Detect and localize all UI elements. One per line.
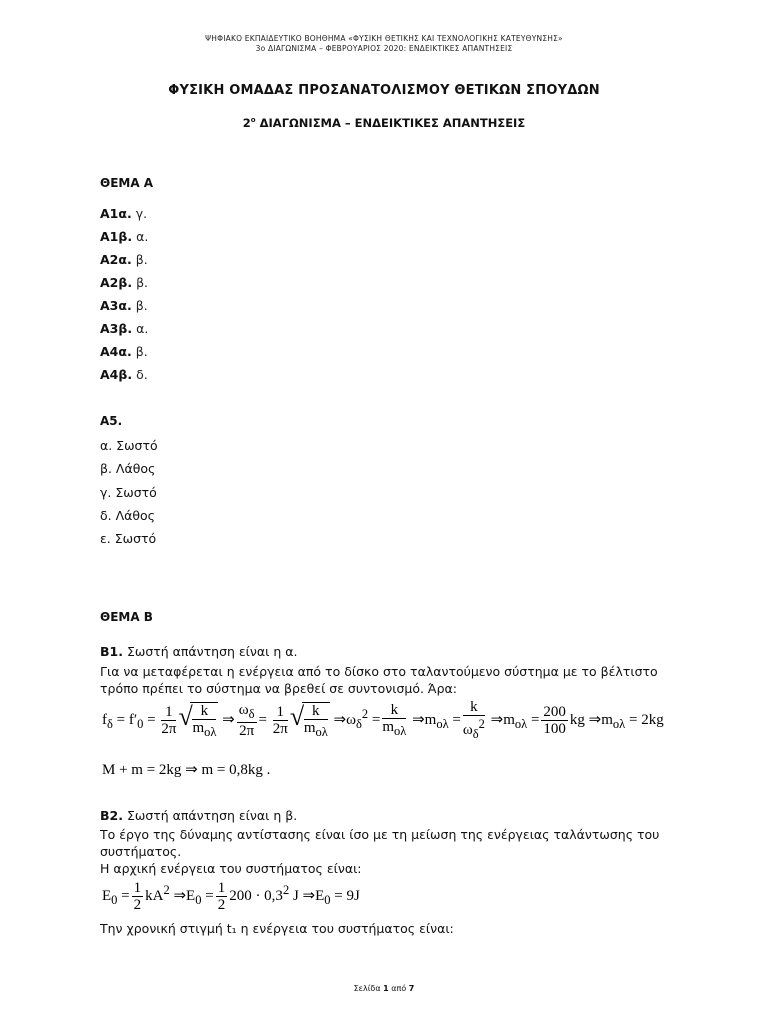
footer-separator: από [388,984,409,993]
answer-label: Α2α. [100,252,132,267]
answer-label: Α2β. [100,275,133,290]
document-title: ΦΥΣΙΚΗ ΟΜΑΔΑΣ ΠΡΟΣΑΝΑΤΟΛΙΣΜΟΥ ΘΕΤΙΚΩΝ ΣΠΟΥΔΩΝ [168,83,600,98]
answer-label: Α3β. [100,321,133,336]
b2-answer [100,808,297,823]
subtitle-text: ΔΙΑΓΩΝΙΣΜΑ – ΕΝΔΕΙΚΤΙΚΕΣ ΑΠΑΝΤΗΣΕΙΣ [255,116,526,130]
theme-a-heading: ΘΕΜΑ Α [100,176,154,190]
a5-item: δ. Λάθος [100,508,156,523]
answer-a2a [100,252,148,267]
running-header-line1: ΨΗΦΙΑΚΟ ΕΚΠΑΙΔΕΥΤΙΚΟ ΒΟΗΘΗΜΑ «ΦΥΣΙΚΗ ΘΕΤΙΚΗΣ ΚΑΙ ΤΕΧΝΟΛΟΓΙΚΗΣ ΚΑΤΕΥΘΥΝΣΗΣ» [205,34,563,43]
footer-page-total: 7 [408,984,415,993]
answer-value: α. [136,321,149,336]
b2-text-line1: Το έργο της δύναμης αντίστασης είναι ίσο με τη μείωση της ενέργειας ταλάντωσης του [100,827,660,842]
b2-label: Β2. [100,808,123,823]
b2-answer-text: Σωστή απάντηση είναι η β. [122,808,298,823]
page-footer [0,984,768,993]
answer-value: β. [135,344,148,359]
b2-energy-equation: $E_0$ = $\frac{1}{2}$ $kA^2$ $\Rightarrow E_0$ = $\frac{1}{2}$ $200 \cdot 0,3^2$ J $\Rightarrow E_0 = 9J$ [102,880,360,913]
answer-value: α. [136,229,149,244]
answer-a3a [100,298,148,313]
answer-value: δ. [136,367,148,382]
b1-mass-equation: M + m = 2kg ⇒ m = 0,8kg . [102,762,271,778]
answer-a2b [100,275,148,290]
b1-label: Β1. [100,644,123,659]
b1-answer [100,644,297,659]
b2-text-line3: Η αρχική ενέργεια του συστήματος είναι: [100,861,362,876]
b1-answer-text: Σωστή απάντηση είναι η α. [122,644,298,659]
answer-label: Α3α. [100,298,132,313]
b1-text-line1: Για να μεταφέρεται η ενέργεια από το δίσκο στο ταλαντούμενο σύστημα με το βέλτιστο [100,664,658,679]
subtitle-ordinal: ο [250,116,256,125]
answer-label: Α4α. [100,344,132,359]
answer-label: Α4β. [100,367,133,382]
a5-item: γ. Σωστό [100,485,157,500]
answer-value: β. [135,298,148,313]
answer-a1b [100,229,148,244]
footer-page-number: 1 [383,984,389,993]
a5-item: β. Λάθος [100,461,156,476]
document-subtitle [0,116,768,130]
b1-resonance-equation: $f_\delta = f'_0$ = $\frac{1}{2\pi}$ √ $\frac{k}{m_{o\lambda}}$ ⇒ $\frac{\omega_\delta}{2\pi}$ = $\frac{1}{2\pi}$ √ $\frac{k}{m_{o\lambda}}$ $\Rightarrow\omega_\delta^2$ = $\frac{k}{m_{o\lambda}}$ $\Rightarrow m_{o\lambda}$ = $\frac{k}{\omega_\delta^2}$ $\Rightarrow m_{o\lambda}$ = $\frac{200}{100}$ kg $\Rightarrow m_{o\lambda} = 2kg$ [102,699,664,741]
a5-item: ε. Σωστό [100,531,157,546]
footer-prefix: Σελίδα [353,984,384,993]
answer-label: Α1α. [100,206,132,221]
answer-value: β. [136,275,149,290]
answer-value: γ. [135,206,148,221]
answer-a1a [100,206,147,221]
a5-item: α. Σωστό [100,438,158,453]
answer-a3b [100,321,148,336]
b2-text-line2: συστήματος. [100,844,182,859]
b1-text-line2: τρόπο πρέπει το σύστημα να βρεθεί σε συντονισμό. Άρα: [100,681,457,696]
answer-a4a [100,344,148,359]
answer-label: Α1β. [100,229,133,244]
a5-heading: Α5. [100,414,123,428]
b2-text-line4: Την χρονική στιγμή t₁ η ενέργεια του συστήματος είναι: [100,921,454,936]
subtitle-number: 2 [242,116,251,130]
running-header-line2: 3ο ΔΙΑΓΩΝΙΣΜΑ – ΦΕΒΡΟΥΑΡΙΟΣ 2020: ΕΝΔΕΙΚΤΙΚΕΣ ΑΠΑΝΤΗΣΕΙΣ [255,44,513,53]
theme-b-heading: ΘΕΜΑ Β [100,610,153,624]
answer-a4b [100,367,148,382]
answer-value: β. [135,252,148,267]
